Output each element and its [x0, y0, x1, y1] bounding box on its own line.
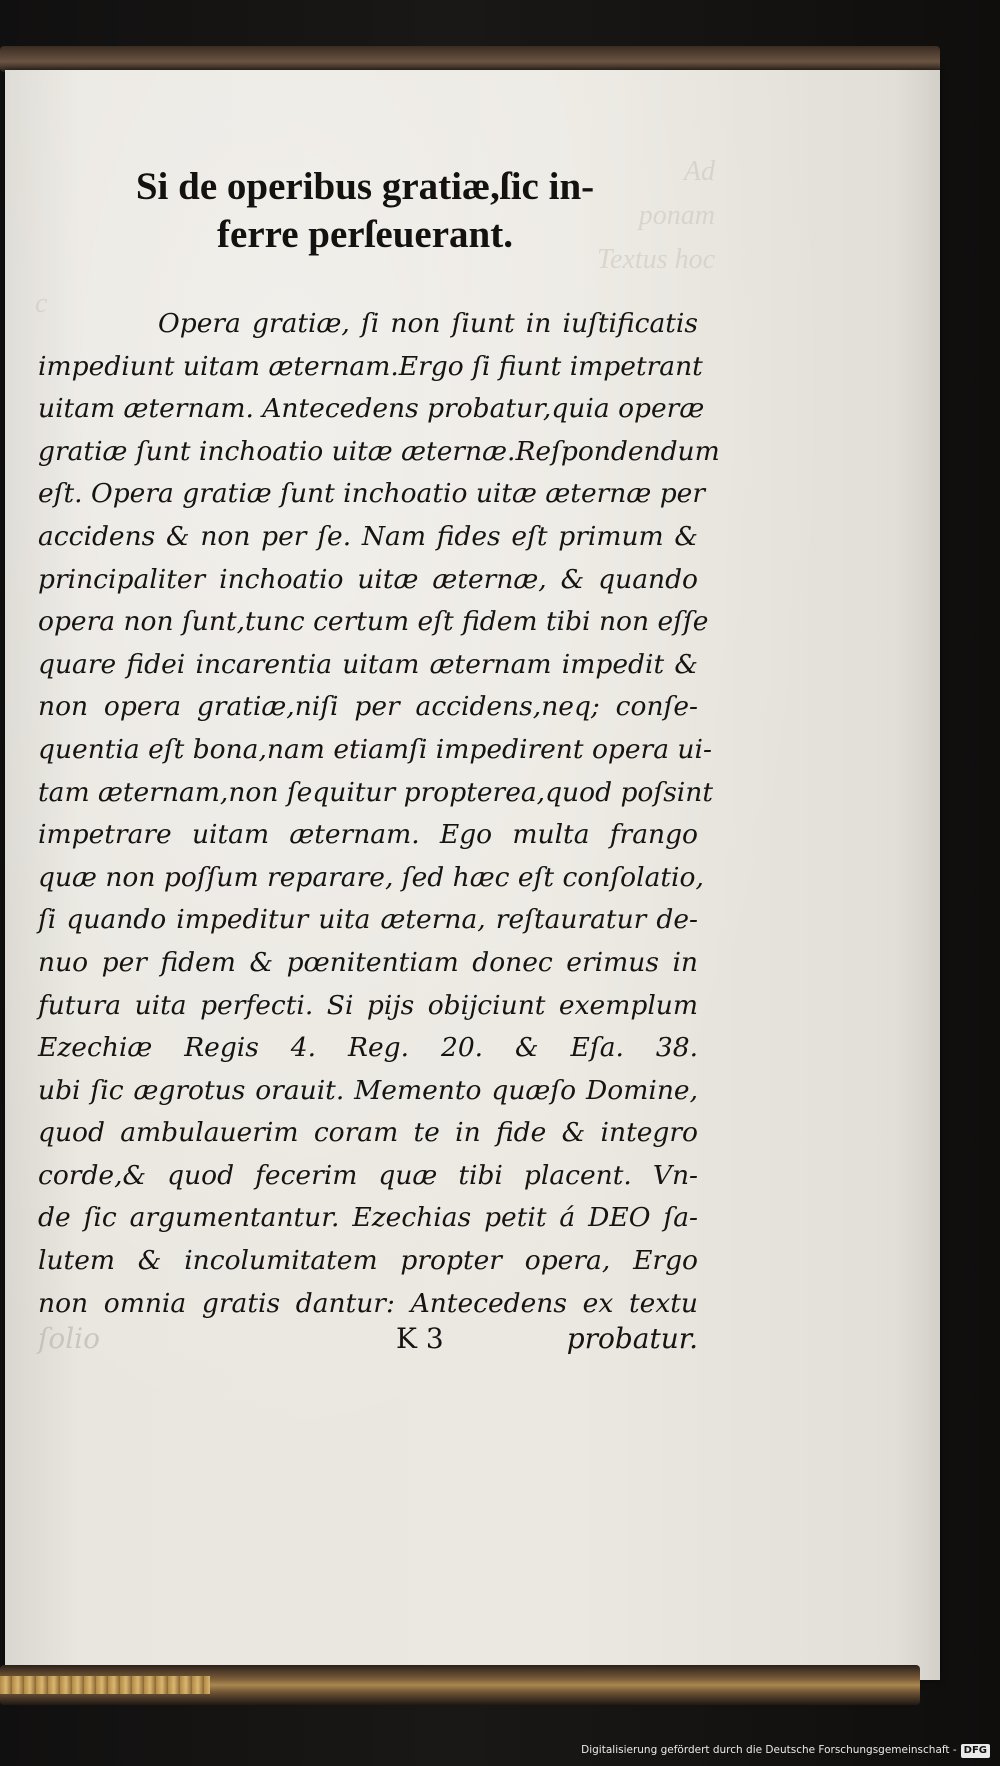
- text-line: lutem & incolumitatem propter opera, Ergo: [38, 1245, 698, 1277]
- dfg-logo-badge: DFG: [961, 1744, 990, 1758]
- text-line: quentia eſt bona,nam etiamſi impedirent opera ui-: [38, 733, 712, 765]
- catchword: probatur.: [566, 1322, 698, 1355]
- text-line: impediunt uitam æternam.Ergo ſi fiunt impetrant: [38, 350, 703, 382]
- credit-text: Digitalisierung gefördert durch die Deutsche Forschungsgemeinschaft -: [581, 1744, 957, 1756]
- text-line: eſt. Opera gratiæ ſunt inchoatio uitæ æternæ per: [38, 478, 706, 510]
- text-line: non opera gratiæ,niſi per accidens,neq; conſe-: [38, 691, 698, 723]
- text-line: quod ambulauerim coram te in fide & integro: [38, 1117, 698, 1149]
- text-line: opera non ſunt,tunc certum eſt fidem tibi non eſſe: [38, 606, 709, 638]
- gilt-edge-decoration: [0, 1676, 210, 1694]
- signature-line: [38, 1318, 698, 1360]
- bleed-line: ponam: [638, 200, 715, 231]
- text-line: impetrare uitam æternam. Ego multa frango: [38, 819, 698, 851]
- text-line: futura uita perfecti. Si pijs obijciunt exemplum: [38, 989, 698, 1021]
- text-line: corde,& quod fecerim quæ tibi placent. Vn-: [38, 1159, 698, 1191]
- bleed-line: c: [35, 288, 48, 319]
- text-line: de ſic argumentantur. Ezechias petit á DEO ſa-: [38, 1202, 698, 1234]
- book-cover-top-edge: [0, 46, 940, 72]
- section-heading: [40, 163, 690, 259]
- text-line: gratiæ ſunt inchoatio uitæ æternæ.Reſpondendum: [38, 435, 720, 467]
- text-line: nuo per fidem & pœnitentiam donec erimus in: [38, 946, 698, 978]
- heading-line-1: Si de operibus gratiæ,ſic in-: [135, 165, 595, 208]
- body-text: [38, 303, 720, 1325]
- text-line: Ezechiæ Regis 4. Reg. 20. & Eſa. 38.: [38, 1032, 698, 1064]
- bleed-through-ghost: ſolio: [38, 1322, 100, 1355]
- text-line: ubi ſic ægrotus orauit. Memento quæſo Domine,: [38, 1074, 698, 1106]
- text-line: ſi quando impeditur uita æterna, reſtauratur de-: [38, 904, 698, 936]
- digitization-credit: [581, 1743, 990, 1758]
- text-line: principaliter inchoatio uitæ æternæ, & quando: [38, 563, 698, 595]
- bleed-line: Ad: [683, 156, 715, 187]
- heading-line-2: ferre perſeuerant.: [217, 213, 513, 256]
- text-line: tam æternam,non ſequitur propterea,quod poſsint: [38, 776, 713, 808]
- text-line: quæ non poſſum reparare, ſed hæc eſt conſolatio,: [38, 861, 704, 893]
- text-line: accidens & non per ſe. Nam fides eſt primum &: [38, 520, 698, 552]
- signature-mark: K 3: [396, 1322, 444, 1355]
- text-line: quare fidei incarentia uitam æternam impedit &: [38, 648, 698, 680]
- bleed-line: Textus hoc: [597, 244, 715, 275]
- text-line: uitam æternam. Antecedens probatur,quia operæ: [38, 393, 705, 425]
- text-line: non omnia gratis dantur: Antecedens ex textu: [38, 1287, 698, 1319]
- text-line: Opera gratiæ, ſi non ſiunt in iuſtificatis: [158, 308, 698, 339]
